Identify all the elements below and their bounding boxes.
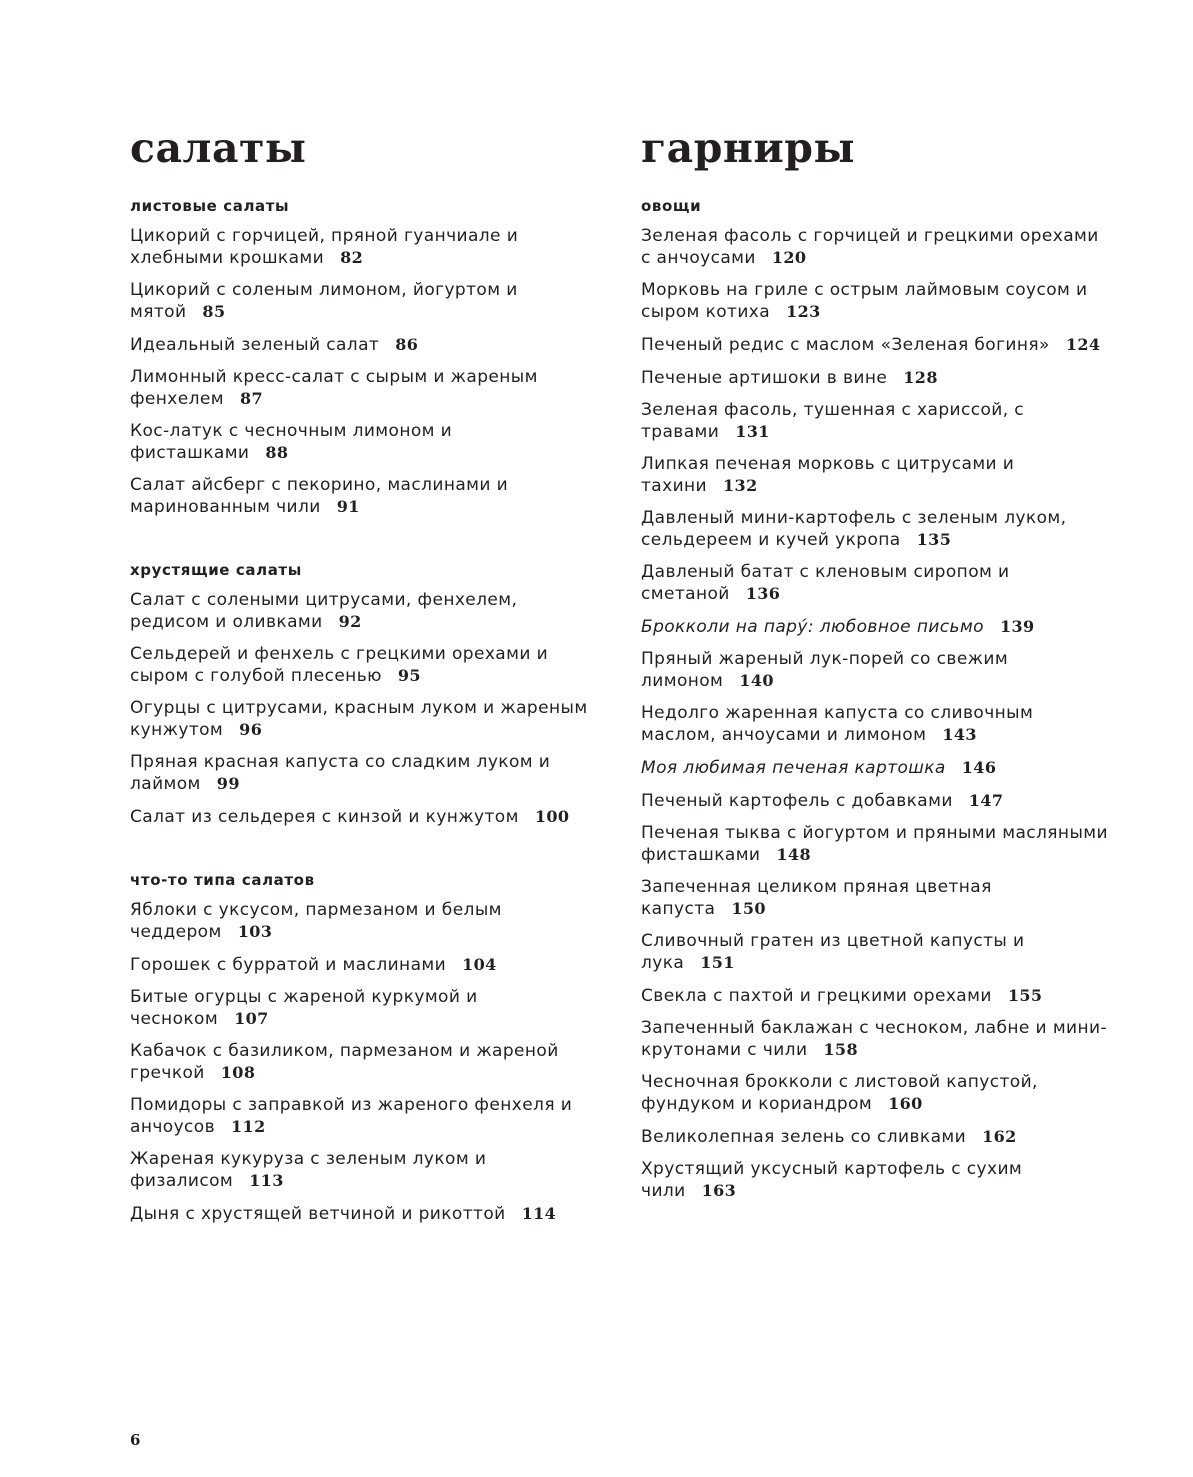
page-ref: 132 bbox=[723, 476, 758, 495]
recipe-title: Печеный картофель с добавками bbox=[641, 791, 953, 811]
toc-entry bbox=[130, 987, 600, 1030]
toc-entry bbox=[641, 334, 1111, 356]
recipe-title: Давленый батат с кленовым сиропом и сметаной bbox=[641, 562, 1010, 604]
page-ref: 143 bbox=[942, 725, 977, 744]
page-ref: 82 bbox=[340, 248, 364, 267]
recipe-title: Моя любимая печеная картошка bbox=[641, 758, 946, 778]
toc-section bbox=[130, 196, 600, 518]
page-ref: 160 bbox=[888, 1094, 923, 1113]
section-title: овощи bbox=[641, 197, 702, 215]
page-ref: 155 bbox=[1007, 986, 1043, 1005]
toc-entry bbox=[641, 1072, 1111, 1115]
toc-entry bbox=[641, 757, 1111, 779]
chapter-title-sides: гарниры bbox=[641, 124, 856, 172]
toc-section bbox=[130, 560, 600, 828]
page-ref: 88 bbox=[265, 443, 289, 462]
recipe-title: Печеная тыква с йогуртом и пряными масляными фисташками bbox=[641, 823, 1108, 865]
recipe-title: Идеальный зеленый салат bbox=[130, 335, 380, 355]
toc-entry bbox=[641, 985, 1111, 1007]
toc-entry bbox=[641, 790, 1111, 812]
recipe-title: Пряный жареный лук-порей со свежим лимоном bbox=[641, 649, 1009, 691]
page-ref: 91 bbox=[336, 497, 360, 516]
page-ref: 124 bbox=[1065, 335, 1101, 354]
page-ref: 146 bbox=[961, 758, 997, 777]
toc-entry bbox=[130, 900, 600, 943]
page-ref: 147 bbox=[968, 791, 1004, 810]
page-ref: 92 bbox=[338, 612, 362, 631]
recipe-title: Сельдерей и фенхель с грецкими орехами и сыром с голубой плесенью bbox=[130, 644, 549, 686]
recipe-title: Цикорий с соленым лимоном, йогуртом и мятой bbox=[130, 280, 518, 322]
recipe-title: Салат из сельдерея с кинзой и кунжутом bbox=[130, 807, 519, 827]
page-ref: 95 bbox=[397, 666, 421, 685]
toc-entry bbox=[641, 1126, 1111, 1148]
page-ref: 108 bbox=[220, 1063, 256, 1082]
toc-entry bbox=[130, 334, 600, 356]
recipe-title: Кабачок с базиликом, пармезаном и жареной гречкой bbox=[130, 1041, 559, 1083]
recipe-title: Пряная красная капуста со сладким луком и лаймом bbox=[130, 752, 551, 794]
recipe-title: Яблоки с уксусом, пармезаном и белым чеддером bbox=[130, 900, 502, 942]
toc-entry bbox=[641, 562, 1111, 605]
toc-entry bbox=[130, 1095, 600, 1138]
page-ref: 139 bbox=[999, 617, 1035, 636]
page-ref: 100 bbox=[534, 807, 570, 826]
section-title: листовые салаты bbox=[130, 197, 290, 215]
toc-entry bbox=[130, 644, 600, 687]
toc-entry bbox=[641, 508, 1111, 551]
toc-entry bbox=[130, 752, 600, 795]
recipe-title: Печеный редис с маслом «Зеленая богиня» bbox=[641, 335, 1050, 355]
toc-entry bbox=[641, 367, 1111, 389]
recipe-title: Битые огурцы с жареной куркумой и чесноком bbox=[130, 987, 478, 1029]
page-ref: 87 bbox=[239, 389, 264, 408]
page-ref: 86 bbox=[395, 335, 419, 354]
recipe-title: Цикорий с горчицей, пряной гуанчиале и хлебными крошками bbox=[130, 226, 519, 268]
recipe-title: Дыня с хрустящей ветчиной и рикоттой bbox=[130, 1204, 506, 1224]
toc-entry bbox=[641, 1018, 1111, 1061]
section-title: что-то типа салатов bbox=[130, 871, 315, 889]
toc-entry bbox=[130, 590, 600, 633]
recipe-title: Лимонный кресс-салат с сырым и жареным фенхелем bbox=[130, 367, 538, 409]
toc-entry bbox=[130, 280, 600, 323]
toc-entry bbox=[641, 400, 1111, 443]
left-column bbox=[130, 122, 600, 1267]
page-ref: 96 bbox=[239, 720, 263, 739]
toc-entry bbox=[130, 1203, 600, 1225]
recipe-title: Недолго жаренная капуста со сливочным маслом, анчоусами и лимоном bbox=[641, 703, 1034, 745]
page-ref: 112 bbox=[231, 1117, 266, 1136]
recipe-title: Жареная кукуруза с зеленым луком и физалисом bbox=[130, 1149, 487, 1191]
page-ref: 128 bbox=[903, 368, 938, 387]
recipe-title: Горошек с бурратой и маслинами bbox=[130, 955, 447, 975]
page-ref: 162 bbox=[982, 1127, 1017, 1146]
toc-entry bbox=[641, 1159, 1111, 1202]
recipe-title: Салат айсберг с пекорино, маслинами и маринованным чили bbox=[130, 475, 509, 517]
recipe-title: Огурцы с цитрусами, красным луком и жареным кунжутом bbox=[130, 698, 588, 740]
toc-entry bbox=[641, 649, 1111, 692]
toc-entry bbox=[130, 1041, 600, 1084]
toc-entry bbox=[130, 226, 600, 269]
page-ref: 131 bbox=[735, 422, 770, 441]
recipe-title: Помидоры с заправкой из жареного фенхеля и анчоусов bbox=[130, 1095, 573, 1137]
recipe-title: Давленый мини-картофель с зеленым луком, сельдереем и кучей укропа bbox=[641, 508, 1067, 550]
right-sections bbox=[641, 196, 1111, 1202]
toc-section bbox=[641, 196, 1111, 1202]
toc-entry bbox=[641, 931, 1111, 974]
recipe-title: Запеченный баклажан с чесноком, лабне и мини-крутонами с чили bbox=[641, 1018, 1107, 1060]
recipe-title: Хрустящий уксусный картофель с сухим чили bbox=[641, 1159, 1023, 1201]
recipe-title: Кос-латук с чесночным лимоном и фисташками bbox=[130, 421, 453, 463]
page-ref: 103 bbox=[237, 922, 273, 941]
page-ref: 148 bbox=[776, 845, 811, 864]
toc-entry bbox=[641, 877, 1111, 920]
toc-entry bbox=[641, 454, 1111, 497]
page-ref: 140 bbox=[739, 671, 774, 690]
recipe-title: Сливочный гратен из цветной капусты и лука bbox=[641, 931, 1025, 973]
page-ref: 107 bbox=[234, 1009, 269, 1028]
toc-entry bbox=[130, 698, 600, 741]
page-ref: 151 bbox=[700, 953, 735, 972]
recipe-title: Печеные артишоки в вине bbox=[641, 368, 888, 388]
recipe-title: Чесночная брокколи с листовой капустой, фундуком и кориандром bbox=[641, 1072, 1038, 1114]
toc-entry bbox=[130, 1149, 600, 1192]
page-ref: 114 bbox=[521, 1204, 557, 1223]
page-ref: 113 bbox=[249, 1171, 284, 1190]
recipe-title: Салат с солеными цитрусами, фенхелем, редисом и оливками bbox=[130, 590, 518, 632]
page-ref: 135 bbox=[916, 530, 952, 549]
page-ref: 85 bbox=[202, 302, 226, 321]
toc-entry bbox=[130, 806, 600, 828]
toc-entry bbox=[130, 954, 600, 976]
recipe-title: Липкая печеная морковь с цитрусами и тахини bbox=[641, 454, 1015, 496]
section-title: хрустящие салаты bbox=[130, 561, 302, 579]
left-sections bbox=[130, 196, 600, 1225]
page-ref: 123 bbox=[786, 302, 821, 321]
recipe-title: Запеченная целиком пряная цветная капуста bbox=[641, 877, 992, 919]
recipe-title: Морковь на гриле с острым лаймовым соусом и сыром котиха bbox=[641, 280, 1088, 322]
recipe-title: Зеленая фасоль с горчицей и грецкими орехами с анчоусами bbox=[641, 226, 1099, 268]
page-ref: 163 bbox=[701, 1181, 737, 1200]
toc-entry bbox=[130, 367, 600, 410]
page-ref: 158 bbox=[823, 1040, 858, 1059]
recipe-title: Зеленая фасоль, тушенная с хариссой, с травами bbox=[641, 400, 1025, 442]
toc-entry bbox=[130, 421, 600, 464]
toc-entry bbox=[641, 703, 1111, 746]
page-ref: 136 bbox=[745, 584, 781, 603]
toc-entry bbox=[641, 616, 1111, 638]
page-ref: 99 bbox=[216, 774, 240, 793]
recipe-title: Брокколи на пару́: любовное письмо bbox=[641, 617, 984, 637]
toc-entry bbox=[641, 226, 1111, 269]
toc-entry bbox=[641, 823, 1111, 866]
page-number: 6 bbox=[130, 1431, 141, 1449]
page-ref: 104 bbox=[462, 955, 497, 974]
chapter-title-salads: салаты bbox=[130, 124, 307, 172]
page-ref: 150 bbox=[731, 899, 766, 918]
recipe-title: Великолепная зелень со сливками bbox=[641, 1127, 967, 1147]
recipe-title: Свекла с пахтой и грецкими орехами bbox=[641, 986, 992, 1006]
toc-entry bbox=[641, 280, 1111, 323]
toc-section bbox=[130, 870, 600, 1225]
right-column bbox=[641, 122, 1111, 1244]
toc-entry bbox=[130, 475, 600, 518]
page-ref: 120 bbox=[771, 248, 807, 267]
